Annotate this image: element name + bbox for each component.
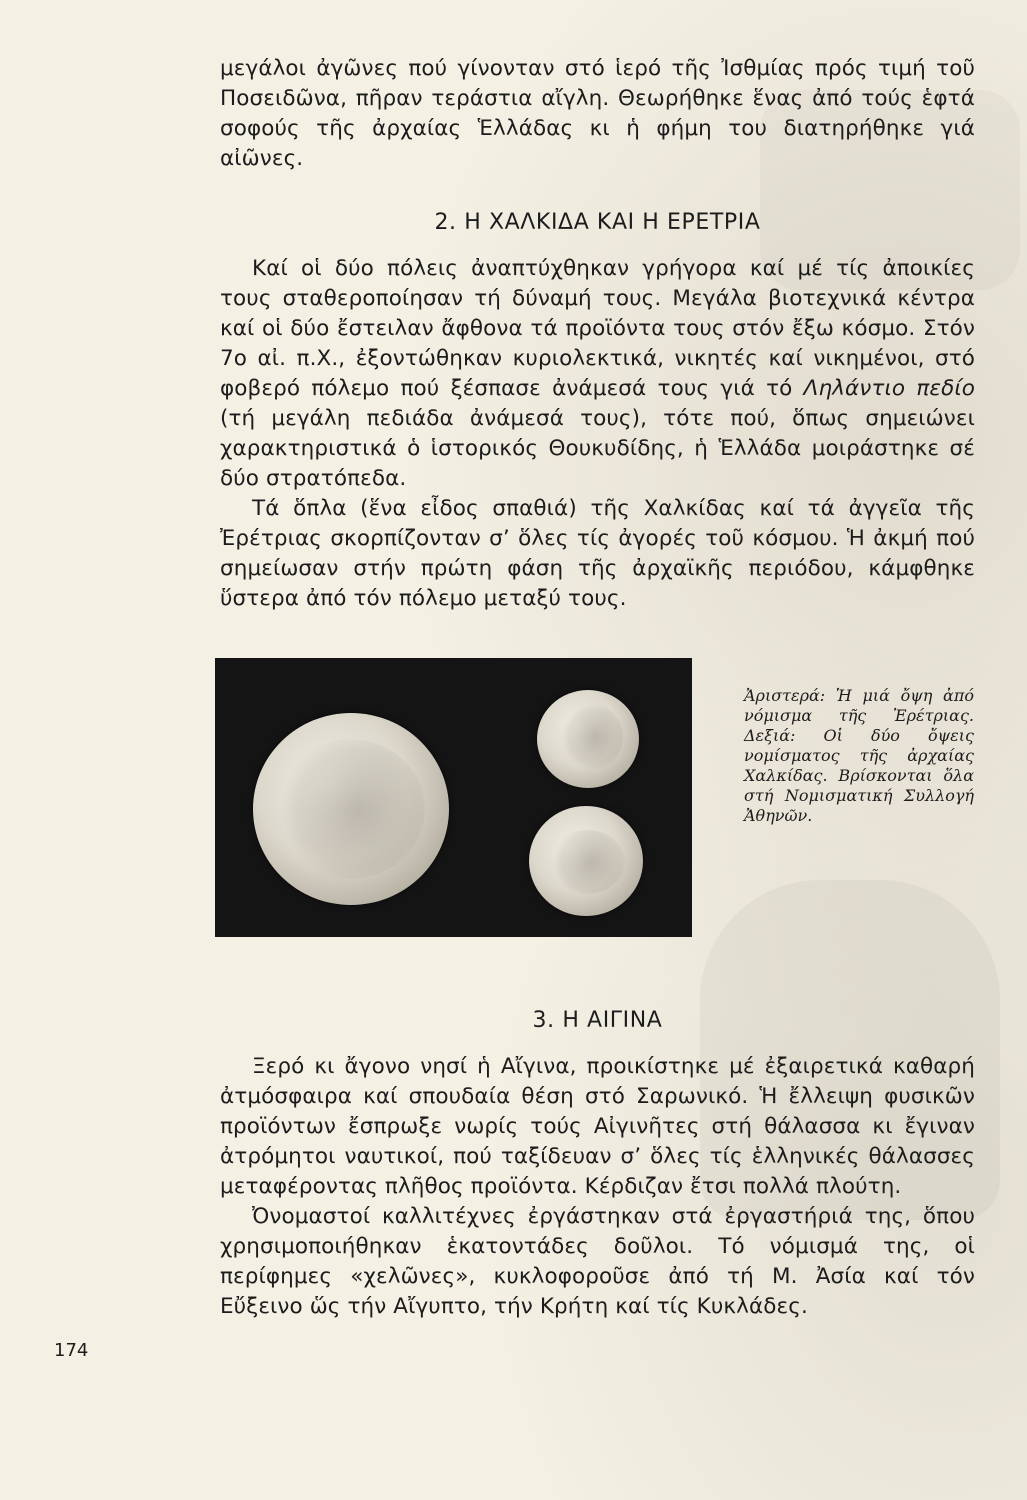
section-2-paragraph-2: Τά ὅπλα (ἕνα εἶδος σπαθιά) τῆς Χαλκίδας καί τά ἀγγεῖα τῆς Ἐρέτριας σκορπίζονταν σ’ ὅλες τίς ἀγορές τοῦ κόσμου. Ἡ ἀκμή πού σημείωσαν στήν πρώτη φάση τῆς ἀρχαϊκῆς περιόδου, κάμφθηκε ὕστερα ἀπό τόν πόλεμο μεταξύ τους. xyxy=(220,496,975,611)
section-1-text xyxy=(220,54,975,174)
section-3-heading: 3. Η ΑΙΓΙΝΑ xyxy=(532,1008,663,1033)
page-number: 174 xyxy=(54,1340,89,1361)
section-2-paragraph-1-end: (τή μεγάλη πεδιάδα ἀνάμεσά τους), τότε πού, ὅπως σημειώνει χαρακτηριστικά ὁ ἱστορικός Θουκυδίδης, ἡ Ἑλλάδα μοιράστηκε σέ δύο στρατόπεδα. xyxy=(220,406,975,491)
coins-photograph xyxy=(215,658,692,937)
section-2-text xyxy=(220,254,975,614)
chalcis-coin-reverse xyxy=(529,806,643,916)
lelantine-plain-emphasis: Ληλάντιο πεδίο xyxy=(803,376,975,401)
chalcis-coin-obverse xyxy=(537,690,639,788)
figure-caption: Ἀριστερά: Ἡ μιά ὄψη ἀπό νόμισμα τῆς Ἐρέτριας. Δεξιά: Οἱ δύο ὄψεις νομίσματος τῆς ἀρχαίας Χαλκίδας. Βρίσκονται ὅλα στή Νομισματική Συλλογή Ἀθηνῶν. xyxy=(744,686,974,825)
eretria-coin xyxy=(253,713,449,905)
section-3-paragraph-1: Ξερό κι ἄγονο νησί ἡ Αἴγινα, προικίστηκε μέ ἐξαιρετικά καθαρή ἀτμόσφαιρα καί σπουδαία θέση στό Σαρωνικό. Ἡ ἔλλειψη φυσικῶν προϊόντων ἔσπρωξε νωρίς τούς Αἰγινῆτες στή θάλασσα κι ἔγιναν ἀτρόμητοι ναυτικοί, πού ταξίδευαν σ’ ὅλες τίς ἑλληνικές θάλασσες μεταφέροντας πλῆθος προϊόντα. Κέρδιζαν ἔτσι πολλά πλούτη. xyxy=(220,1054,975,1199)
section-1-paragraph: μεγάλοι ἀγῶνες πού γίνονταν στό ἱερό τῆς Ἰσθμίας πρός τιμή τοῦ Ποσειδῶνα, πῆραν τεράστια αἴγλη. Θεωρήθηκε ἕνας ἀπό τούς ἑφτά σοφούς τῆς ἀρχαίας Ἑλλάδας κι ἡ φήμη του διατηρήθηκε γιά αἰῶνες. xyxy=(220,56,975,171)
section-2-paragraph-1-start: Καί οἱ δύο πόλεις ἀναπτύχθηκαν γρήγορα καί μέ τίς ἀποικίες τους σταθεροποίησαν τή δύναμή τους. Μεγάλα βιοτεχνικά κέντρα καί οἱ δύο ἔστειλαν ἄφθονα τά προϊόντα τους στόν ἔξω κόσμο. Στόν 7ο αἰ. π.Χ., ἐξοντώθηκαν κυριολεκτικά, νικητές καί νικημένοι, στό φοβερό πόλεμο πού ξέσπασε ἀνάμεσά τους γιά τό xyxy=(220,256,975,401)
section-3-paragraph-2: Ὀνομαστοί καλλιτέχνες ἐργάστηκαν στά ἐργαστήριά της, ὅπου χρησιμοποιήθηκαν ἑκατοντάδες δοῦλοι. Τό νόμισμά της, οἱ περίφημες «χελῶνες», κυκλοφοροῦσε ἀπό τή Μ. Ἀσία καί τόν Εὔξεινο ὥς τήν Αἴγυπτο, τήν Κρήτη καί τίς Κυκλάδες. xyxy=(220,1204,975,1319)
section-2-heading: 2. Η ΧΑΛΚΙΔΑ ΚΑΙ Η ΕΡΕΤΡΙΑ xyxy=(434,210,761,235)
section-2-paragraph-1 xyxy=(220,254,975,494)
section-3-text xyxy=(220,1052,975,1322)
